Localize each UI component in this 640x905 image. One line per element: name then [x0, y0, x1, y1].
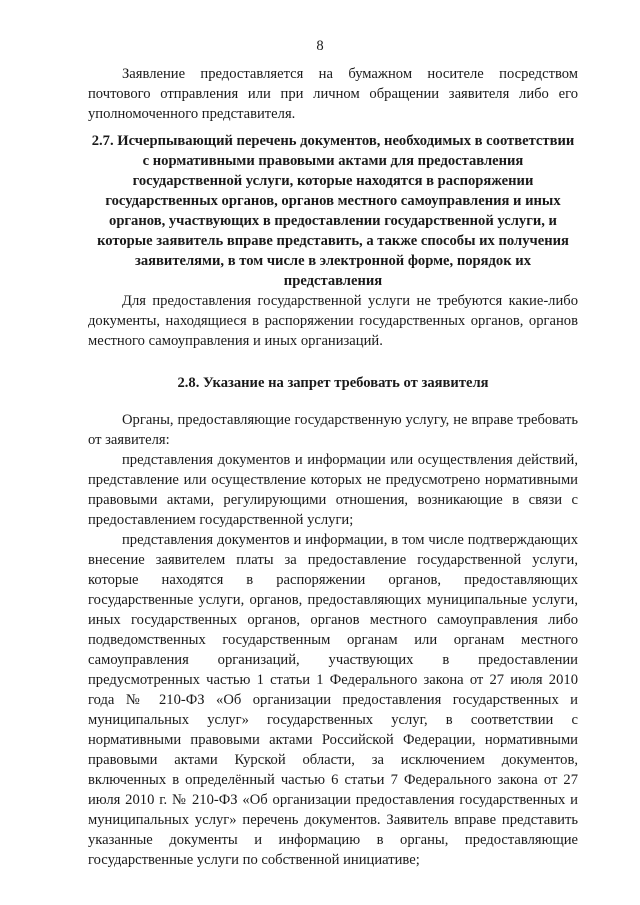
section-2-7-heading: 2.7. Исчерпывающий перечень документов, необходимых в соответствии с нормативными правовыми актами для предоставления государственной услуги, которые находятся в распоряжении государственных органов, органов местного самоуправления и иных органов, участвующих в предоставлении государственной услуги, и которые заявитель вправе представить, а также способы их получения заявителями, в том числе в электронной форме, порядок их представления — [91, 133, 575, 289]
section-2-8-heading: 2.8. Указание на запрет требовать от заявителя — [177, 375, 489, 391]
section-2-8-paragraph-1: Органы, предоставляющие государственную услугу, не вправе требовать от заявителя: — [88, 412, 578, 448]
section-2-7-paragraph: Для предоставления государственной услуги не требуются какие-либо документы, находящиеся в распоряжении государственных органов, органов местного самоуправления и иных организаций. — [88, 293, 578, 349]
section-2-7-body — [88, 291, 578, 351]
page-number: 8 — [316, 38, 324, 54]
section-2-8-body — [88, 410, 578, 870]
section-2-8-paragraph-3: представления документов и информации, в том числе подтверждающих внесение заявителем платы за предоставление государственной услуги, которые находятся в распоряжении органов, предоставляющих государственные услуги, органов, предоставляющих муниципальные услуги, иных государственных органов, органов местного самоуправления либо подведомственных государственным органам или органам местного самоуправления организаций, участвующих в предоставлении предусмотренных частью 1 статьи 1 Федерального закона от 27 июля 2010 года № 210-ФЗ «Об организации предоставления государственных и муниципальных услуг» государственных услуг, в соответствии с нормативными правовыми актами Российской Федерации, нормативными правовыми актами Курской области, за исключением документов, включенных в определённый частью 6 статьи 7 Федерального закона от 27 июля 2010 г. № 210-ФЗ «Об организации предоставления государственных и муниципальных услуг» перечень документов. Заявитель вправе представить указанные документы и информацию в органы, предоставляющие государственные услуги по собственной инициативе; — [88, 532, 578, 868]
section-2-8-paragraph-2: представления документов и информации или осуществления действий, представление или осуществление которых не предусмотрено нормативными правовыми актами, регулирующими отношения, возникающие в связи с предоставлением государственной услуги; — [88, 452, 578, 528]
intro-section — [88, 64, 578, 124]
intro-paragraph: Заявление предоставляется на бумажном носителе посредством почтового отправления или при личном обращении заявителя либо его уполномоченного представителя. — [88, 66, 578, 122]
